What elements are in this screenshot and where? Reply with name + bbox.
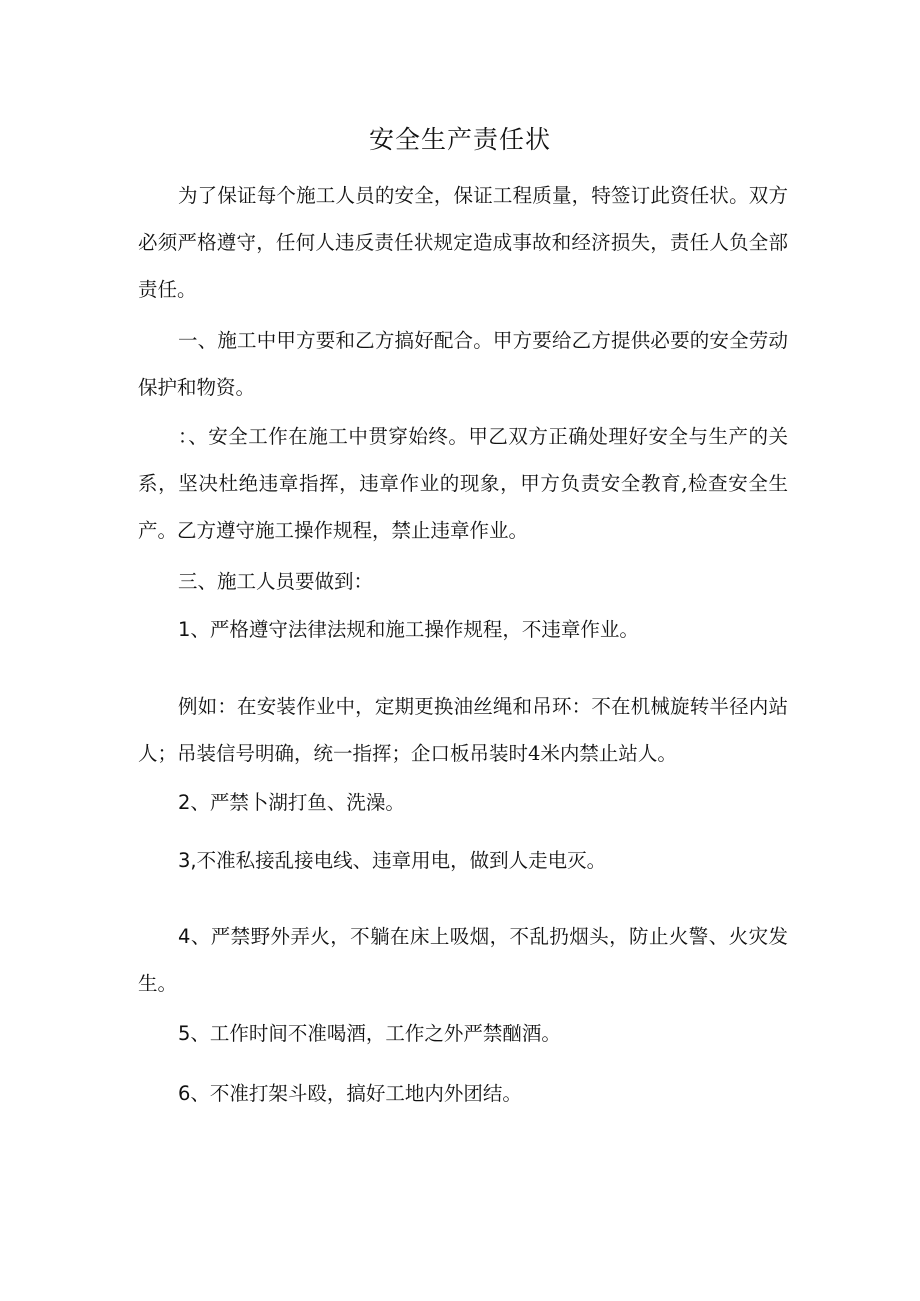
clause-three-heading: 三、施工人员要做到：	[178, 570, 374, 593]
rule-5-paragraph: 5、工作时间不准喝酒，工作之外严禁酗酒。	[178, 1022, 561, 1045]
rule-6-paragraph: 6、不准打架斗殴，搞好工地内外团结。	[178, 1082, 522, 1105]
intro-paragraph: 为了保证每个施工人员的安全，保证工程质量，特签订此资任状。双方必须严格遵守，任何人违反责任状规定造成事故和经济损失，责任人负全部责任。	[138, 184, 788, 301]
document-title: 安全生产责任状	[368, 125, 551, 154]
clause-one-paragraph: 一、施工中甲方要和乙方搞好配合。甲方要给乙方提供必要的安全劳动保护和物资。	[138, 329, 788, 399]
example-paragraph: 例如：在安装作业中，定期更换油丝绳和吊环：不在机械旋转半径内站人；吊装信号明确，统一指挥；企口板吊装时4米内禁止站人。	[138, 695, 788, 765]
rule-2-paragraph: 2、严禁卜湖打鱼、洗澡。	[178, 791, 405, 814]
clause-two-paragraph: ：、安全工作在施工中贯穿始终。甲乙双方正确处理好安全与生产的关系，坚决杜绝违章指挥，违章作业的现象，甲方负责安全教育,检查安全生产。乙方遵守施工操作规程，禁止违章作业。	[138, 425, 788, 542]
rule-4-paragraph: 4、严禁野外弄火，不躺在床上吸烟，不乱扔烟头，防止火警、火灾发生。	[138, 925, 788, 995]
rule-1-paragraph: 1、严格遵守法律法规和施工操作规程，不违章作业。	[178, 618, 639, 641]
rule-3-paragraph: 3,不准私接乱接电线、违章用电，做到人走电灭。	[178, 849, 607, 872]
